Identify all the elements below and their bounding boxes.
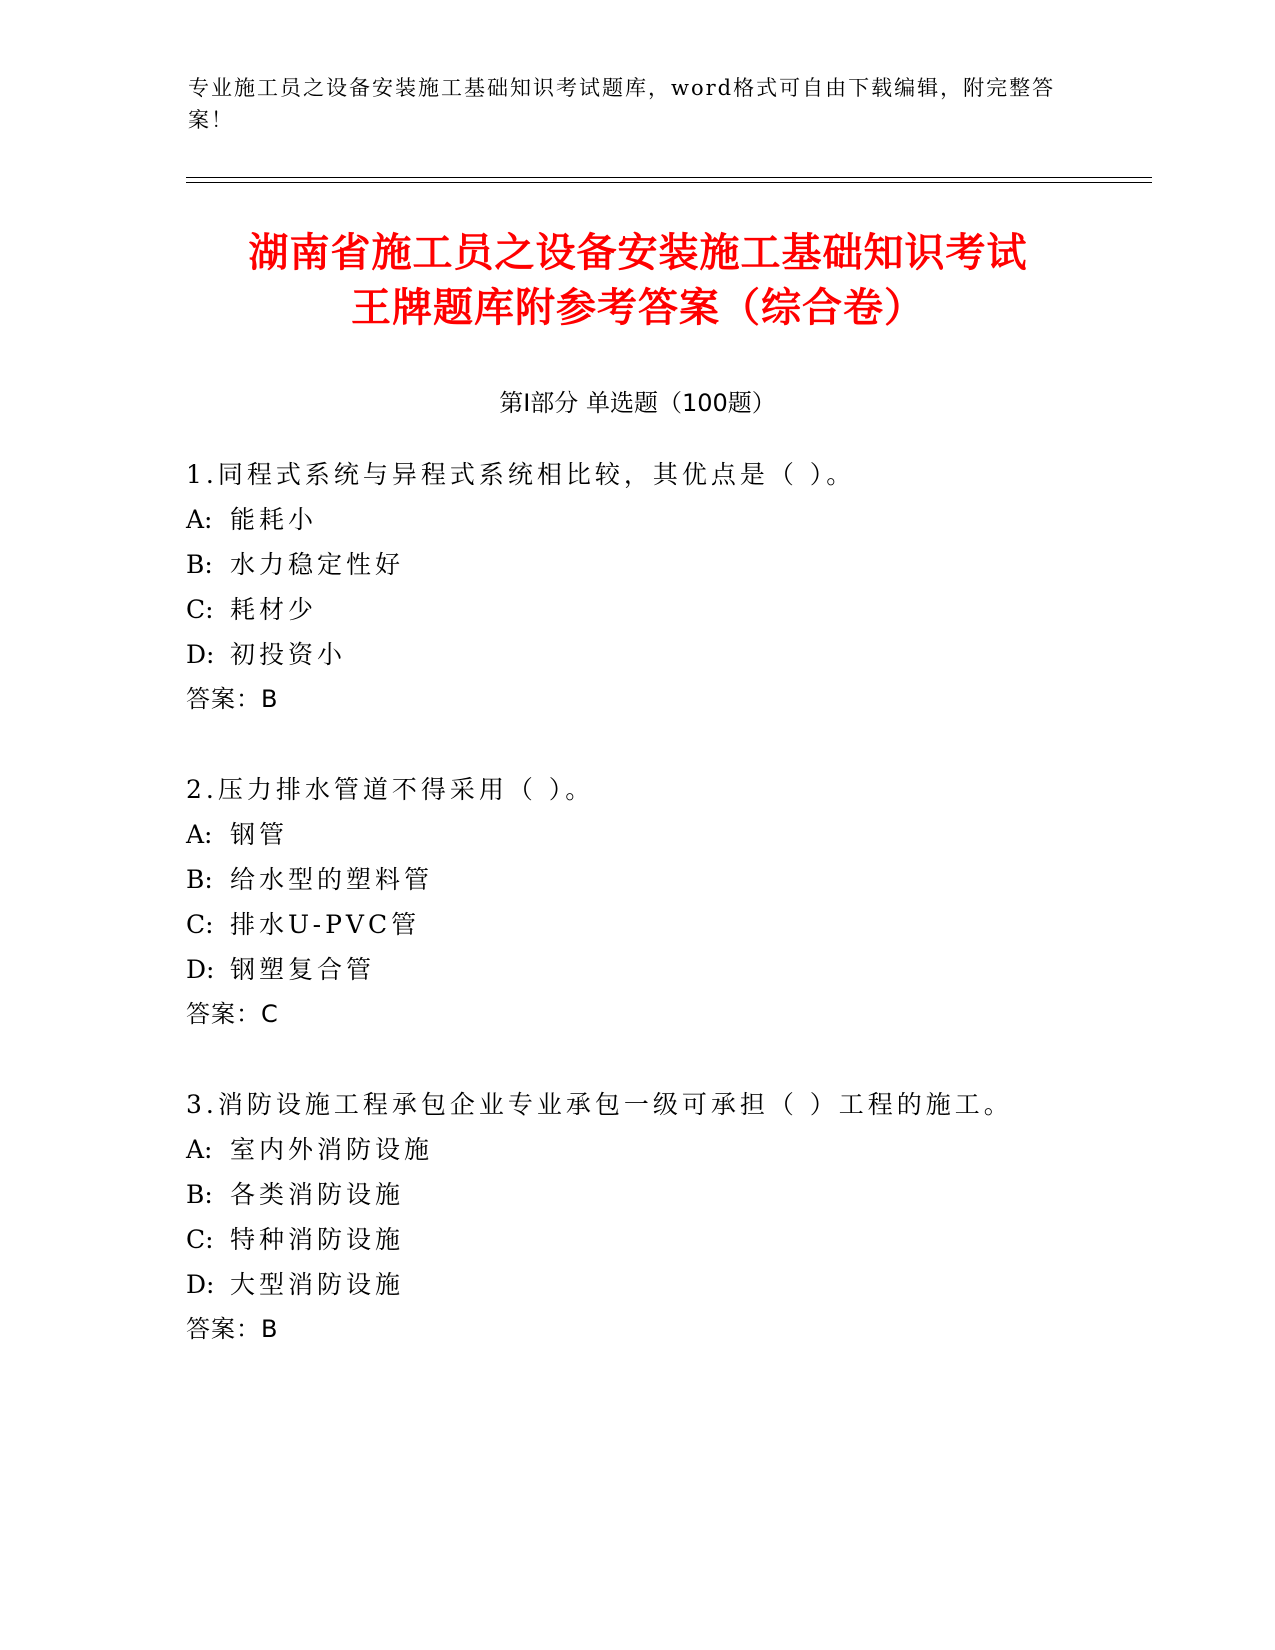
question-stem: 1.同程式系统与异程式系统相比较，其优点是（ ）。: [186, 460, 856, 489]
option-text: 水力稳定性好: [230, 550, 405, 579]
option-key: D:: [186, 640, 215, 669]
option-c: [186, 587, 1146, 632]
option-c: [186, 902, 1146, 947]
option-b: [186, 857, 1146, 902]
option-key: C:: [186, 910, 214, 939]
answer-text: 答案：B: [186, 1315, 279, 1343]
question-stem: 3.消防设施工程承包企业专业承包一级可承担（ ）工程的施工。: [186, 1090, 1013, 1119]
option-a: [186, 812, 1146, 857]
option-text: 排水U-PVC管: [230, 910, 421, 939]
option-a: [186, 497, 1146, 542]
header-note: 专业施工员之设备安装施工基础知识考试题库，word格式可自由下载编辑，附完整答案！: [188, 76, 1056, 132]
option-b: [186, 542, 1146, 587]
option-text: 钢管: [230, 820, 289, 849]
option-key: B:: [186, 550, 213, 579]
answer-text: 答案：B: [186, 685, 279, 713]
header-divider-top: [186, 177, 1152, 178]
title-line-2: 王牌题库附参考答案（综合卷）: [351, 285, 925, 331]
option-d: [186, 1262, 1146, 1307]
option-a: [186, 1127, 1146, 1172]
question-stem: 2.压力排水管道不得采用（ ）。: [186, 775, 595, 804]
option-key: A:: [186, 1135, 213, 1164]
section-heading: 第Ⅰ部分 单选题（100题）: [499, 389, 776, 417]
title-line-1: 湖南省施工员之设备安装施工基础知识考试: [248, 230, 1028, 276]
option-text: 大型消防设施: [230, 1270, 405, 1299]
option-key: D:: [186, 1270, 215, 1299]
document-title: [186, 226, 1090, 336]
option-text: 各类消防设施: [230, 1180, 405, 1209]
answer-text: 答案：C: [186, 1000, 279, 1028]
option-key: A:: [186, 505, 213, 534]
option-d: [186, 947, 1146, 992]
option-b: [186, 1172, 1146, 1217]
option-key: B:: [186, 1180, 213, 1209]
question-3: [186, 1082, 1146, 1352]
option-text: 能耗小: [230, 505, 318, 534]
option-text: 给水型的塑料管: [230, 865, 434, 894]
option-c: [186, 1217, 1146, 1262]
option-text: 室内外消防设施: [230, 1135, 434, 1164]
option-text: 耗材少: [230, 595, 318, 624]
option-d: [186, 632, 1146, 677]
option-text: 特种消防设施: [230, 1225, 405, 1254]
question-1: [186, 452, 1146, 722]
option-key: C:: [186, 1225, 214, 1254]
option-key: B:: [186, 865, 213, 894]
option-key: A:: [186, 820, 213, 849]
option-key: C:: [186, 595, 214, 624]
option-text: 钢塑复合管: [230, 955, 376, 984]
question-2: [186, 767, 1146, 1037]
header-divider-bottom: [186, 182, 1152, 183]
option-text: 初投资小: [230, 640, 347, 669]
option-key: D:: [186, 955, 215, 984]
